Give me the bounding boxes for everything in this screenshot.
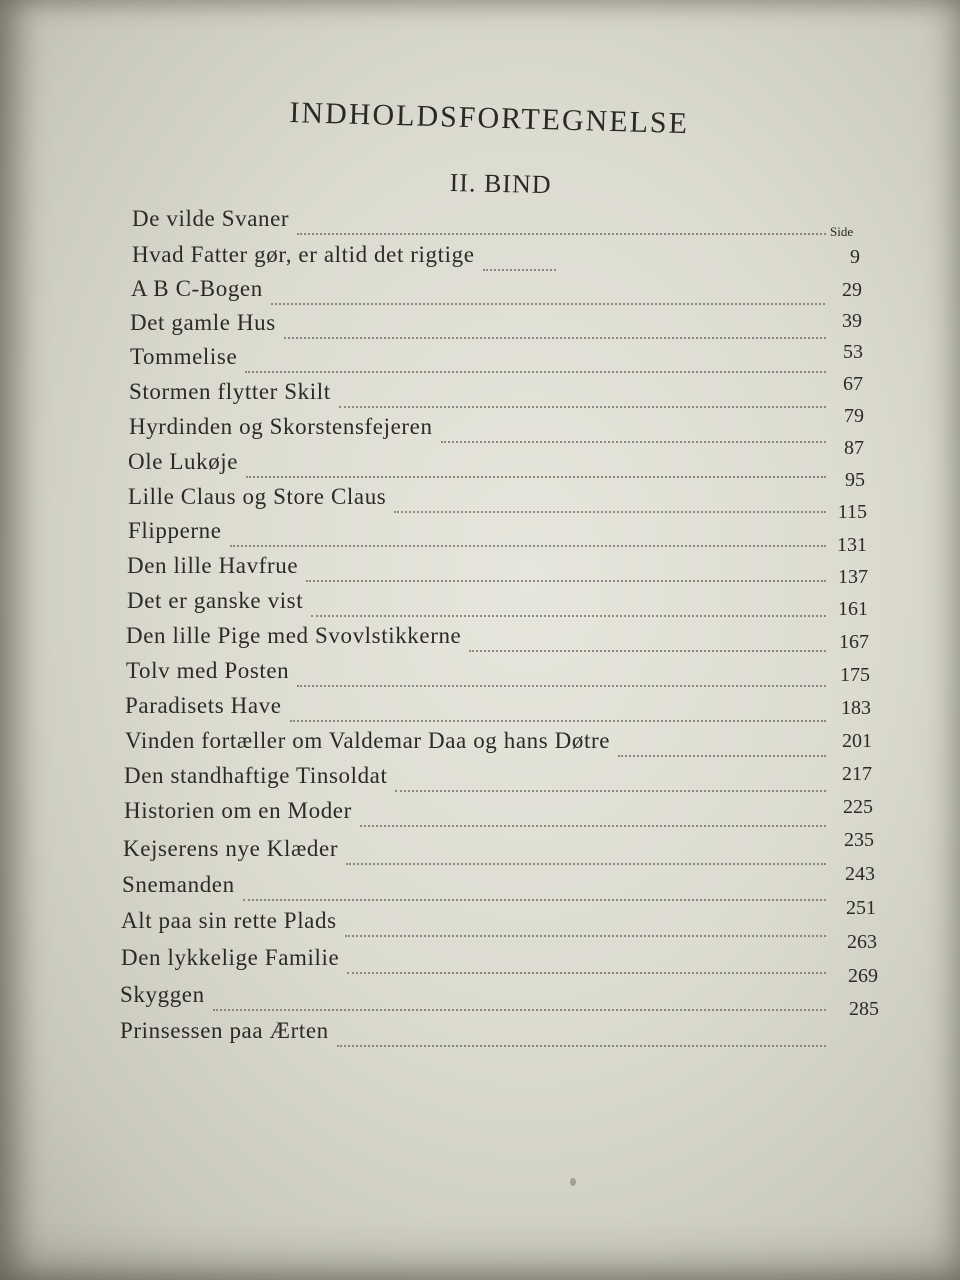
toc-entry-title: Flipperne: [128, 518, 222, 543]
dot-leader: [337, 1045, 826, 1047]
dot-leader: [311, 615, 826, 617]
page-heading: INDHOLDSFORTEGNELSE: [289, 96, 690, 141]
page-number: 217: [842, 763, 872, 785]
toc-entry: [132, 242, 562, 276]
page-number: 201: [842, 730, 872, 752]
paper-speck: [570, 1178, 576, 1186]
page-number: 269: [848, 965, 878, 987]
page-number: 263: [847, 931, 877, 953]
dot-leader: [441, 441, 826, 443]
page-number: 131: [837, 534, 867, 556]
page-number: 95: [845, 469, 865, 491]
page-number: 115: [837, 501, 867, 523]
dot-leader: [339, 406, 826, 408]
toc-entry: [121, 908, 832, 942]
dot-leader: [618, 755, 826, 757]
page-number: 9: [850, 246, 860, 268]
toc-entry: [126, 623, 832, 657]
page-number: 251: [846, 897, 876, 919]
page-number: 183: [841, 697, 871, 719]
dot-leader: [297, 685, 826, 687]
toc-entry: [130, 344, 832, 378]
dot-leader: [230, 545, 826, 547]
volume-subheading: II. BIND: [449, 168, 552, 200]
toc-entry: [123, 836, 832, 870]
toc-entry: [121, 945, 832, 979]
toc-entry: [128, 518, 832, 552]
page-number: 225: [843, 796, 873, 818]
dot-leader: [394, 511, 826, 513]
toc-entry: [125, 693, 832, 727]
toc-entry-title: Den standhaftige Tinsoldat: [124, 763, 388, 788]
toc-entry: [125, 728, 832, 762]
page-number: 243: [845, 863, 875, 885]
page-number: 67: [843, 373, 863, 395]
toc-entry-title: Prinsessen paa Ærten: [120, 1018, 329, 1043]
page-number: 175: [840, 664, 870, 686]
toc-entry-title: De vilde Svaner: [132, 206, 290, 231]
page-number: 79: [844, 405, 864, 427]
toc-entry-title: Lille Claus og Store Claus: [128, 484, 387, 509]
dot-leader: [271, 303, 825, 305]
toc-entry-title: Historien om en Moder: [124, 798, 352, 823]
dot-leader: [284, 337, 826, 339]
page-number: 137: [838, 566, 868, 588]
toc-entry: [128, 484, 832, 518]
toc-entry-title: A B C-Bogen: [131, 276, 263, 301]
toc-entry-title: Hyrdinden og Skorstensfejeren: [129, 414, 433, 439]
toc-entry: [126, 658, 832, 692]
toc-entry: [127, 588, 832, 622]
toc-entry-title: Tommelise: [130, 344, 238, 369]
page-number: 87: [844, 437, 864, 459]
dot-leader: [483, 269, 556, 271]
toc-entry-title: Skyggen: [120, 982, 205, 1007]
page-column-label: Side: [830, 224, 854, 239]
toc-entry-title: Det er ganske vist: [127, 588, 304, 613]
toc-entry-title: Ole Lukøje: [128, 449, 239, 474]
dot-leader: [243, 899, 826, 901]
toc-entry-title: Den lille Pige med Svovlstikkerne: [126, 623, 462, 648]
toc-entry: [130, 310, 832, 344]
dot-leader: [345, 935, 826, 937]
toc-entry: [132, 206, 832, 240]
page-number: 29: [842, 279, 862, 301]
toc-entry-title: Det gamle Hus: [130, 310, 276, 335]
page-number: 161: [838, 598, 868, 620]
dot-leader: [297, 233, 826, 235]
page-number: 235: [844, 829, 874, 851]
dot-leader: [306, 580, 826, 582]
toc-entry-title: Alt paa sin rette Plads: [121, 908, 337, 933]
dot-leader: [395, 790, 826, 792]
dot-leader: [290, 720, 826, 722]
toc-entry: [131, 276, 831, 310]
toc-entry: [128, 449, 832, 483]
toc-entry-title: Paradisets Have: [125, 693, 282, 718]
page-number: 167: [839, 631, 869, 653]
toc-entry: [129, 414, 832, 448]
toc-entry-title: Hvad Fatter gør, er altid det rigtige: [132, 242, 475, 267]
toc-entry-title: Snemanden: [122, 872, 235, 897]
page-number: 53: [843, 341, 863, 363]
dot-leader: [347, 972, 826, 974]
toc-entry: [124, 763, 832, 797]
toc-entry-title: Kejserens nye Klæder: [123, 836, 339, 861]
dot-leader: [245, 371, 826, 373]
toc-entry-title: Vinden fortæller om Valdemar Daa og hans Døtre: [125, 728, 611, 753]
toc-entry-title: Den lille Havfrue: [127, 553, 299, 578]
page-number: 285: [849, 998, 879, 1020]
dot-leader: [213, 1009, 826, 1011]
toc-entry: [120, 982, 832, 1016]
dot-leader: [246, 476, 826, 478]
toc-entry: [122, 872, 832, 906]
dot-leader: [360, 825, 826, 827]
toc-entry-title: Stormen flytter Skilt: [129, 379, 331, 404]
toc-entry: [124, 798, 832, 832]
page-number: 39: [842, 310, 862, 332]
dot-leader: [346, 863, 826, 865]
dot-leader: [469, 650, 826, 652]
toc-entry: [129, 379, 832, 413]
toc-entry: [127, 553, 832, 587]
toc-entry-title: Tolv med Posten: [126, 658, 290, 683]
toc-entry-title: Den lykkelige Familie: [121, 945, 340, 970]
toc-entry: [120, 1018, 832, 1052]
